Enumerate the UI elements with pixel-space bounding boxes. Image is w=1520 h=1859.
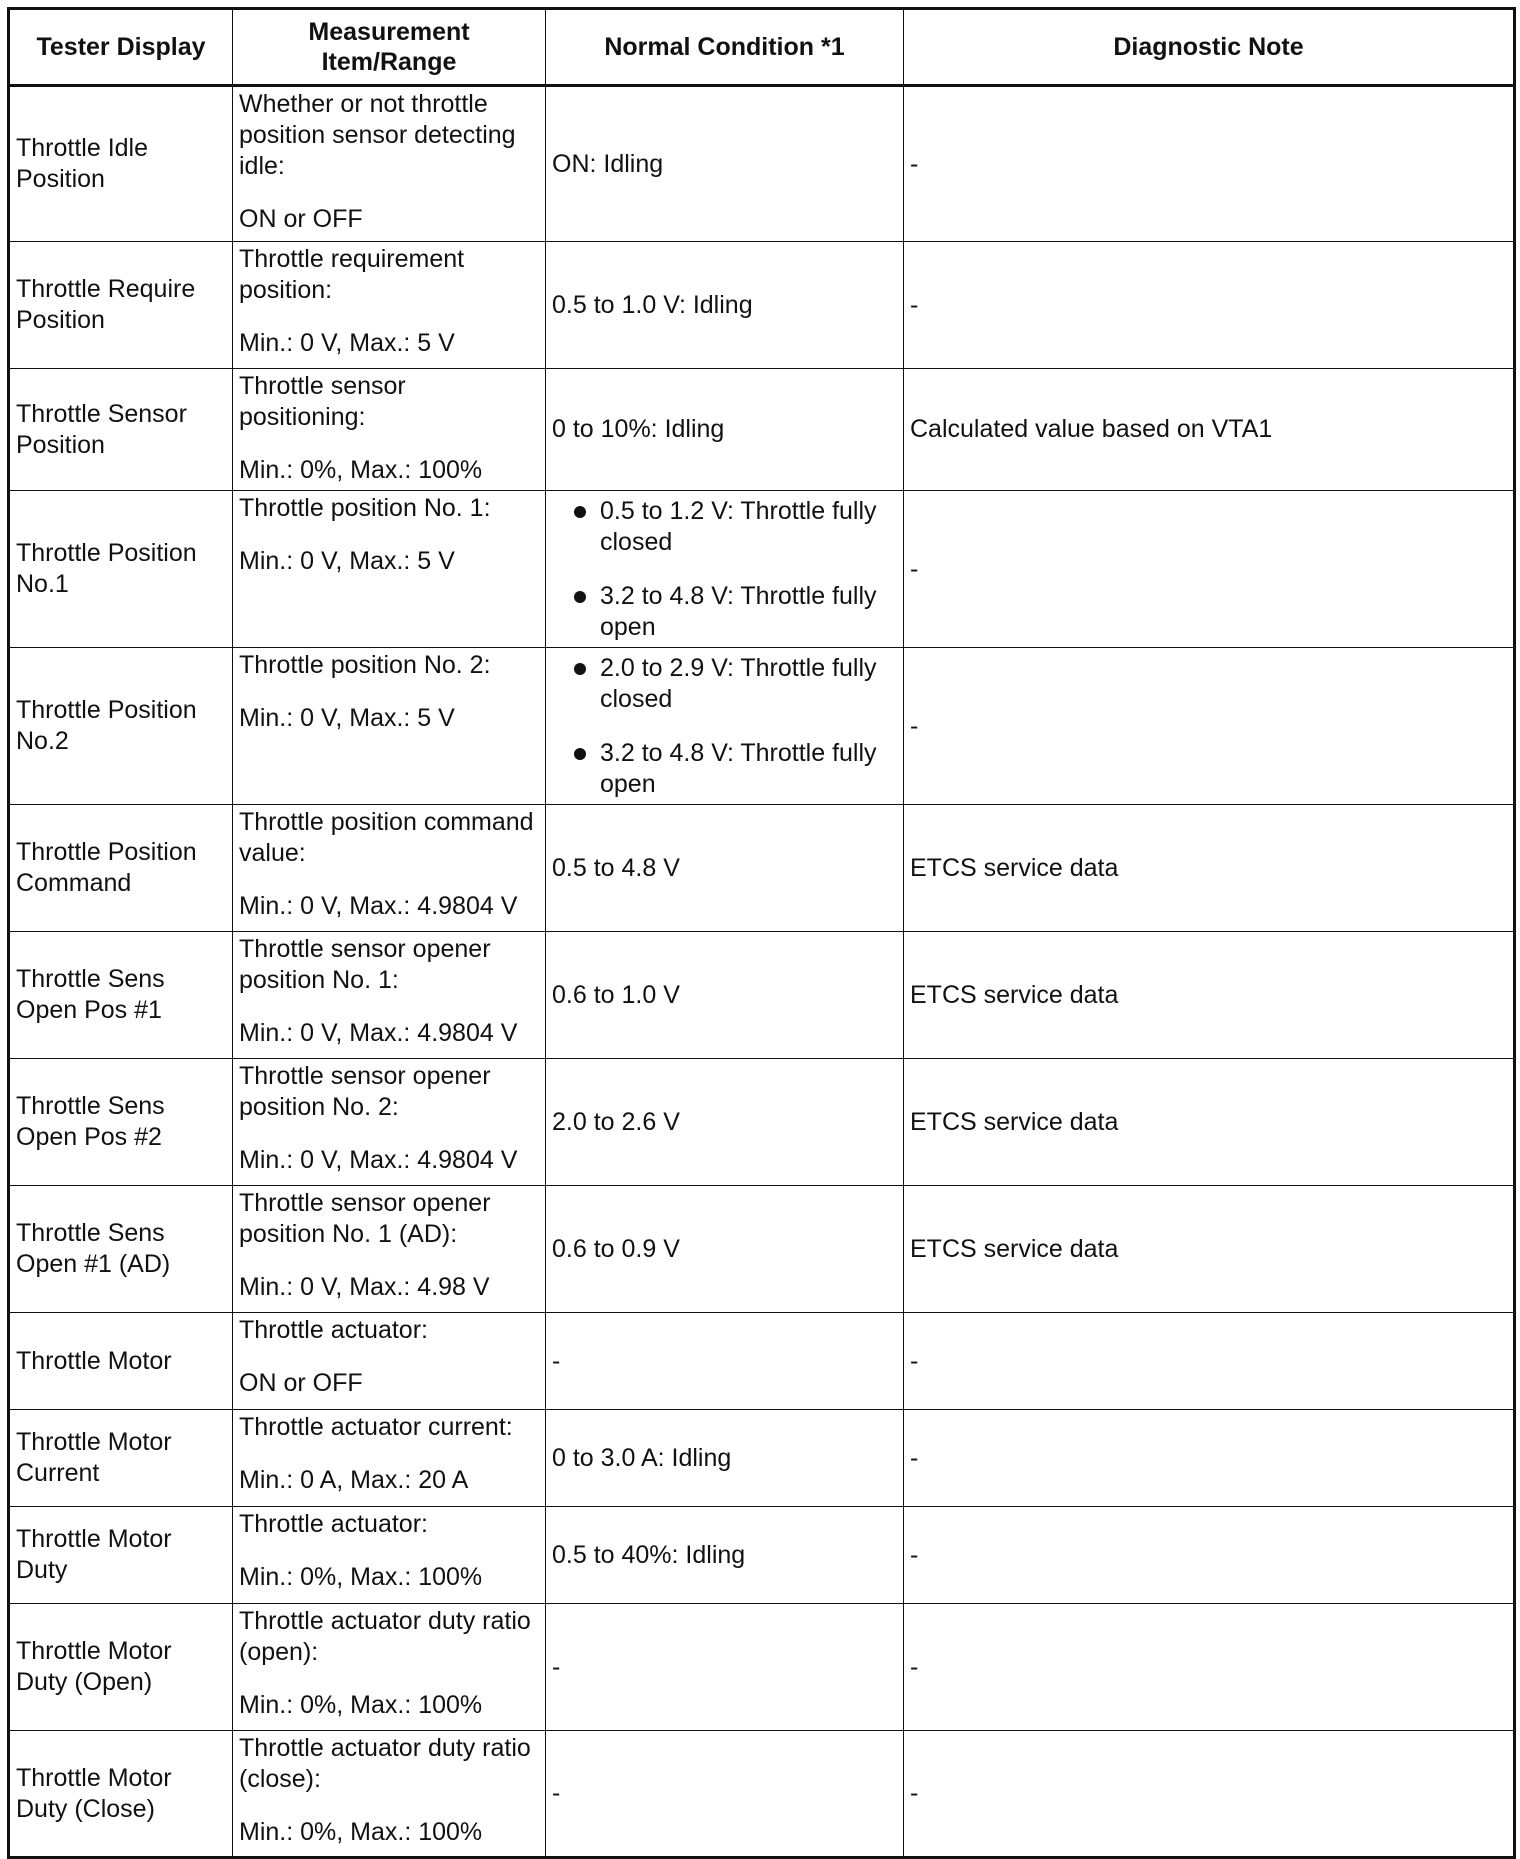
cell-measurement-item-range (233, 242, 546, 369)
cell-tester-display: Throttle Sensor Position (9, 369, 233, 491)
table-row (9, 86, 1515, 242)
cell-normal-condition (546, 648, 904, 805)
cell-measurement-item-range (233, 1604, 546, 1731)
cell-normal-condition (546, 1186, 904, 1313)
measurement-range: Min.: 0 V, Max.: 4.9804 V (239, 1146, 518, 1174)
measurement-description: Whether or not throttle position sensor detecting idle: (239, 90, 516, 180)
normal-condition-item: 2.0 to 2.9 V: Throttle fully closed (552, 653, 897, 715)
measurement-description: Throttle actuator: (239, 1510, 428, 1538)
measurement-description: Throttle actuator current: (239, 1413, 513, 1441)
table-row (9, 1313, 1515, 1410)
cell-diagnostic-note: - (904, 1313, 1515, 1410)
normal-condition-text: 0.5 to 1.0 V: Idling (552, 290, 753, 319)
normal-condition-text: 0 to 3.0 A: Idling (552, 1443, 732, 1472)
cell-measurement-item-range (233, 805, 546, 932)
cell-normal-condition (546, 1410, 904, 1507)
normal-condition-text: 0.6 to 1.0 V (552, 980, 680, 1009)
measurement-range: ON or OFF (239, 205, 363, 233)
cell-normal-condition (546, 1313, 904, 1410)
cell-normal-condition (546, 1507, 904, 1604)
cell-measurement-item-range (233, 1410, 546, 1507)
table-row (9, 805, 1515, 932)
normal-condition-text: 2.0 to 2.6 V (552, 1107, 680, 1136)
table-row (9, 932, 1515, 1059)
measurement-range: Min.: 0 A, Max.: 20 A (239, 1466, 469, 1494)
measurement-description: Throttle sensor opener position No. 1 (AD): (239, 1189, 491, 1248)
cell-diagnostic-note: ETCS service data (904, 805, 1515, 932)
cell-measurement-item-range (233, 1313, 546, 1410)
cell-measurement-item-range (233, 1186, 546, 1313)
cell-tester-display: Throttle Sens Open #1 (AD) (9, 1186, 233, 1313)
cell-tester-display: Throttle Position Command (9, 805, 233, 932)
table-row (9, 242, 1515, 369)
measurement-range: Min.: 0%, Max.: 100% (239, 1691, 483, 1719)
table-row (9, 1186, 1515, 1313)
measurement-description: Throttle position No. 2: (239, 651, 491, 679)
cell-tester-display: Throttle Position No.2 (9, 648, 233, 805)
cell-normal-condition (546, 805, 904, 932)
cell-measurement-item-range (233, 1731, 546, 1858)
table-row (9, 1604, 1515, 1731)
cell-diagnostic-note: - (904, 1410, 1515, 1507)
measurement-range: Min.: 0 V, Max.: 4.98 V (239, 1273, 490, 1301)
normal-condition-text: - (552, 1346, 561, 1375)
cell-tester-display: Throttle Sens Open Pos #1 (9, 932, 233, 1059)
cell-tester-display: Throttle Sens Open Pos #2 (9, 1059, 233, 1186)
cell-diagnostic-note: - (904, 242, 1515, 369)
cell-measurement-item-range (233, 1507, 546, 1604)
cell-normal-condition (546, 242, 904, 369)
cell-tester-display: Throttle Motor (9, 1313, 233, 1410)
measurement-description: Throttle actuator duty ratio (close): (239, 1734, 531, 1793)
cell-diagnostic-note: - (904, 86, 1515, 242)
cell-measurement-item-range (233, 1059, 546, 1186)
cell-diagnostic-note: - (904, 1731, 1515, 1858)
table-row (9, 1410, 1515, 1507)
cell-measurement-item-range (233, 932, 546, 1059)
cell-normal-condition (546, 932, 904, 1059)
measurement-range: Min.: 0 V, Max.: 4.9804 V (239, 892, 518, 920)
measurement-range: ON or OFF (239, 1369, 363, 1397)
normal-condition-list (552, 496, 897, 643)
cell-tester-display: Throttle Position No.1 (9, 491, 233, 648)
normal-condition-text: 0.6 to 0.9 V (552, 1234, 680, 1263)
cell-normal-condition (546, 1059, 904, 1186)
normal-condition-item: 0.5 to 1.2 V: Throttle fully closed (552, 496, 897, 558)
normal-condition-item: 3.2 to 4.8 V: Throttle fully open (552, 581, 897, 643)
measurement-range: Min.: 0 V, Max.: 4.9804 V (239, 1019, 518, 1047)
table-row (9, 491, 1515, 648)
table-row (9, 1731, 1515, 1858)
cell-diagnostic-note: - (904, 491, 1515, 648)
cell-diagnostic-note: - (904, 1507, 1515, 1604)
cell-tester-display: Throttle Idle Position (9, 86, 233, 242)
measurement-range: Min.: 0%, Max.: 100% (239, 456, 483, 484)
table-row (9, 369, 1515, 491)
normal-condition-text: 0 to 10%: Idling (552, 415, 725, 443)
measurement-range: Min.: 0 V, Max.: 5 V (239, 329, 455, 357)
cell-diagnostic-note: ETCS service data (904, 1059, 1515, 1186)
measurement-description: Throttle sensor opener position No. 1: (239, 935, 491, 994)
cell-tester-display: Throttle Require Position (9, 242, 233, 369)
measurement-description: Throttle actuator: (239, 1316, 428, 1344)
measurement-description: Throttle requirement position: (239, 245, 465, 304)
cell-diagnostic-note: Calculated value based on VTA1 (904, 369, 1515, 491)
cell-normal-condition (546, 1604, 904, 1731)
cell-tester-display: Throttle Motor Duty (Close) (9, 1731, 233, 1858)
measurement-range: Min.: 0 V, Max.: 5 V (239, 704, 455, 732)
cell-tester-display: Throttle Motor Duty (9, 1507, 233, 1604)
cell-diagnostic-note: - (904, 1604, 1515, 1731)
cell-diagnostic-note: - (904, 648, 1515, 805)
measurement-description: Throttle sensor positioning: (239, 372, 406, 431)
measurement-description: Throttle sensor opener position No. 2: (239, 1062, 491, 1121)
header-normal-condition: Normal Condition *1 (546, 9, 904, 86)
header-tester-display: Tester Display (9, 9, 233, 86)
measurement-range: Min.: 0%, Max.: 100% (239, 1563, 483, 1591)
cell-normal-condition (546, 369, 904, 491)
table-row (9, 1507, 1515, 1604)
cell-normal-condition (546, 86, 904, 242)
table-body (9, 86, 1515, 1858)
normal-condition-list (552, 653, 897, 800)
cell-measurement-item-range (233, 648, 546, 805)
cell-tester-display: Throttle Motor Current (9, 1410, 233, 1507)
normal-condition-item: 3.2 to 4.8 V: Throttle fully open (552, 738, 897, 800)
measurement-description: Throttle position command value: (239, 808, 534, 867)
table-row (9, 1059, 1515, 1186)
cell-diagnostic-note: ETCS service data (904, 1186, 1515, 1313)
cell-measurement-item-range (233, 491, 546, 648)
cell-measurement-item-range (233, 86, 546, 242)
data-list-table (7, 7, 1516, 1859)
measurement-description: Throttle actuator duty ratio (open): (239, 1607, 531, 1666)
cell-diagnostic-note: ETCS service data (904, 932, 1515, 1059)
cell-tester-display: Throttle Motor Duty (Open) (9, 1604, 233, 1731)
header-measurement-item-range: Measurement Item/Range (233, 9, 546, 86)
table-header (9, 9, 1515, 86)
header-diagnostic-note: Diagnostic Note (904, 9, 1515, 86)
cell-measurement-item-range (233, 369, 546, 491)
cell-normal-condition (546, 1731, 904, 1858)
measurement-description: Throttle position No. 1: (239, 494, 491, 522)
normal-condition-text: 0.5 to 4.8 V (552, 853, 680, 882)
cell-normal-condition (546, 491, 904, 648)
table-row (9, 648, 1515, 805)
measurement-range: Min.: 0%, Max.: 100% (239, 1818, 483, 1846)
normal-condition-text: 0.5 to 40%: Idling (552, 1540, 746, 1569)
normal-condition-text: - (552, 1652, 561, 1681)
normal-condition-text: ON: Idling (552, 149, 664, 178)
normal-condition-text: - (552, 1779, 561, 1807)
measurement-range: Min.: 0 V, Max.: 5 V (239, 547, 455, 575)
